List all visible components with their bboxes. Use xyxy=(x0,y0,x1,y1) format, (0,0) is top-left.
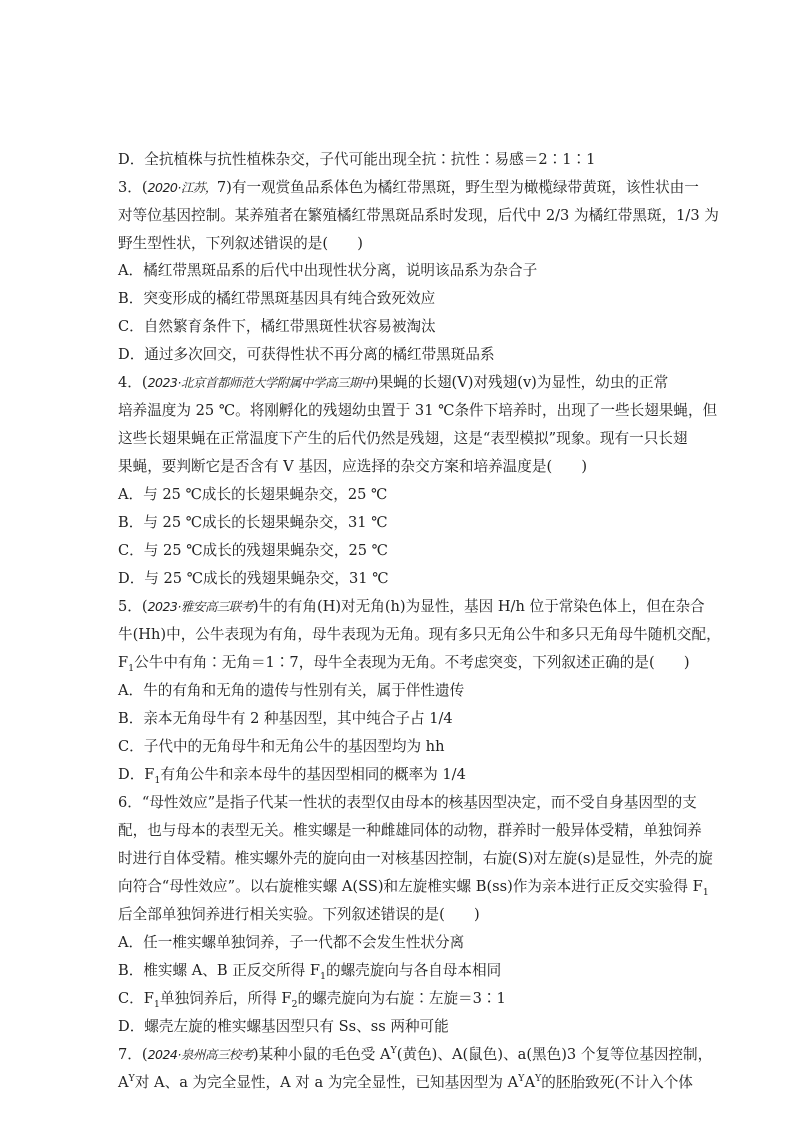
q3-option-a: A．橘红带黑斑品系的后代中出现性状分离，说明该品系为杂合子 xyxy=(118,262,538,279)
q3-option-c: C．自然繁育条件下，橘红带黑斑性状容易被淘汰 xyxy=(118,318,436,335)
q3-source: 2020·江苏， xyxy=(147,180,217,195)
q6-stem-line-1: 6．“母性效应”是指子代某一性状的表型仅由母本的核基因型决定，而不受自身基因型的支 xyxy=(118,794,697,811)
q5-option-b: B．亲本无角母牛有 2 种基因型，其中纯合子占 1/4 xyxy=(118,710,453,727)
q4-option-d: D．与 25 ℃成长的残翅果蝇杂交，31 ℃ xyxy=(118,570,389,587)
q5-stem-line-3: $F_1$公牛中有角∶无角＝1∶7，母牛全表现为无角。不考虑突变，下列叙述正确的是( ) xyxy=(118,654,690,674)
q5-stem-line-2: 牛(Hh)中，公牛表现为有角，母牛表现为无角。现有多只无角公牛和多只无角母牛随机交配， xyxy=(118,626,721,643)
q5-option-a: A．牛的有角和无角的遗传与性别有关，属于伴性遗传 xyxy=(118,682,465,699)
q7-source: 2024·泉州高三校考 xyxy=(147,1047,253,1062)
q3-option-d: D．通过多次回交，可获得性状不再分离的橘红带黑斑品系 xyxy=(118,346,495,363)
q4-option-b: B．与 25 ℃成长的长翅果蝇杂交，31 ℃ xyxy=(118,514,388,531)
q5-source: 2023·雅安高三联考 xyxy=(147,599,253,614)
q4-option-c: C．与 25 ℃成长的残翅果蝇杂交，25 ℃ xyxy=(118,542,388,559)
q5-option-d: D．$F_1$有角公牛和亲本母牛的基因型相同的概率为 1/4 xyxy=(118,766,466,786)
q4-option-a: A．与 25 ℃成长的长翅果蝇杂交，25 ℃ xyxy=(118,486,388,503)
q2-option-d: D．全抗植株与抗性植株杂交，子代可能出现全抗∶抗性∶易感＝2∶1∶1 xyxy=(118,151,596,168)
q3-stem-line-3: 野生型性状，下列叙述错误的是( ) xyxy=(118,235,363,252)
q4-stem-line-4: 果蝇，要判断它是否含有 V 基因，应选择的杂交方案和培养温度是( ) xyxy=(118,458,588,475)
q3-option-b: B．突变形成的橘红带黑斑基因具有纯合致死效应 xyxy=(118,290,436,307)
q7-stem-line-2: $A^Y$对 A、a 为完全显性，A 对 a 为完全显性，已知基因型为 $A^YA^Y$的胚胎致死(不计入个体 xyxy=(118,1073,693,1091)
q6-stem-line-4: 向符合“母性效应”。以右旋椎实螺 A(SS)和左旋椎实螺 B(ss)作为亲本进行正反交实验得 $F_1$ xyxy=(118,878,709,898)
q3-stem-line-1: 3．(2020·江苏，7)有一观赏鱼品系体色为橘红带黑斑，野生型为橄榄绿带黄斑，该性状由一 xyxy=(118,179,699,196)
q4-stem-line-2: 培养温度为 25 ℃。将刚孵化的残翅幼虫置于 31 ℃条件下培养时，出现了一些长翅果蝇，但 xyxy=(118,402,718,419)
q6-option-a: A．任一椎实螺单独饲养，子一代都不会发生性状分离 xyxy=(118,934,465,951)
q7-stem-line-1: 7．(2024·泉州高三校考)某种小鼠的毛色受 $A^Y$(黄色)、A(鼠色)、a(黑色)3 个复等位基因控制， xyxy=(118,1045,713,1063)
q6-stem-line-2: 配，也与母本的表型无关。椎实螺是一种雌雄同体的动物，群养时一般异体受精，单独饲养 xyxy=(118,822,702,839)
q5-option-c: C．子代中的无角母牛和无角公牛的基因型均为 hh xyxy=(118,738,445,755)
q3-stem-line-2: 对等位基因控制。某养殖者在繁殖橘红带黑斑品系时发现，后代中 2/3 为橘红带黑斑，1/3 为 xyxy=(118,207,719,224)
q6-option-d: D．螺壳左旋的椎实螺基因型只有 Ss、ss 两种可能 xyxy=(118,1018,449,1035)
q6-stem-line-3: 时进行自体受精。椎实螺外壳的旋向由一对核基因控制，右旋(S)对左旋(s)是显性，外壳的旋 xyxy=(118,850,713,867)
q6-option-b: B．椎实螺 A、B 正反交所得 $F_1$的螺壳旋向与各自母本相同 xyxy=(118,962,502,982)
q5-stem-line-1: 5．(2023·雅安高三联考)牛的有角(H)对无角(h)为显性，基因 H/h 位于常染色体上，但在杂合 xyxy=(118,598,705,615)
q4-source: 2023·北京首都师范大学附属中学高三期中 xyxy=(147,375,373,390)
q4-stem-line-1: 4．(2023·北京首都师范大学附属中学高三期中)果蝇的长翅(V)对残翅(v)为显性，幼虫的正常 xyxy=(118,374,669,391)
q4-stem-line-3: 这些长翅果蝇在正常温度下产生的后代仍然是残翅，这是“表型模拟”现象。现有一只长翅 xyxy=(118,430,688,447)
q6-option-c: C．$F_1$单独饲养后，所得 $F_2$的螺壳旋向为右旋∶左旋＝3∶1 xyxy=(118,990,506,1010)
q6-stem-line-5: 后全部单独饲养进行相关实验。下列叙述错误的是( ) xyxy=(118,906,480,923)
